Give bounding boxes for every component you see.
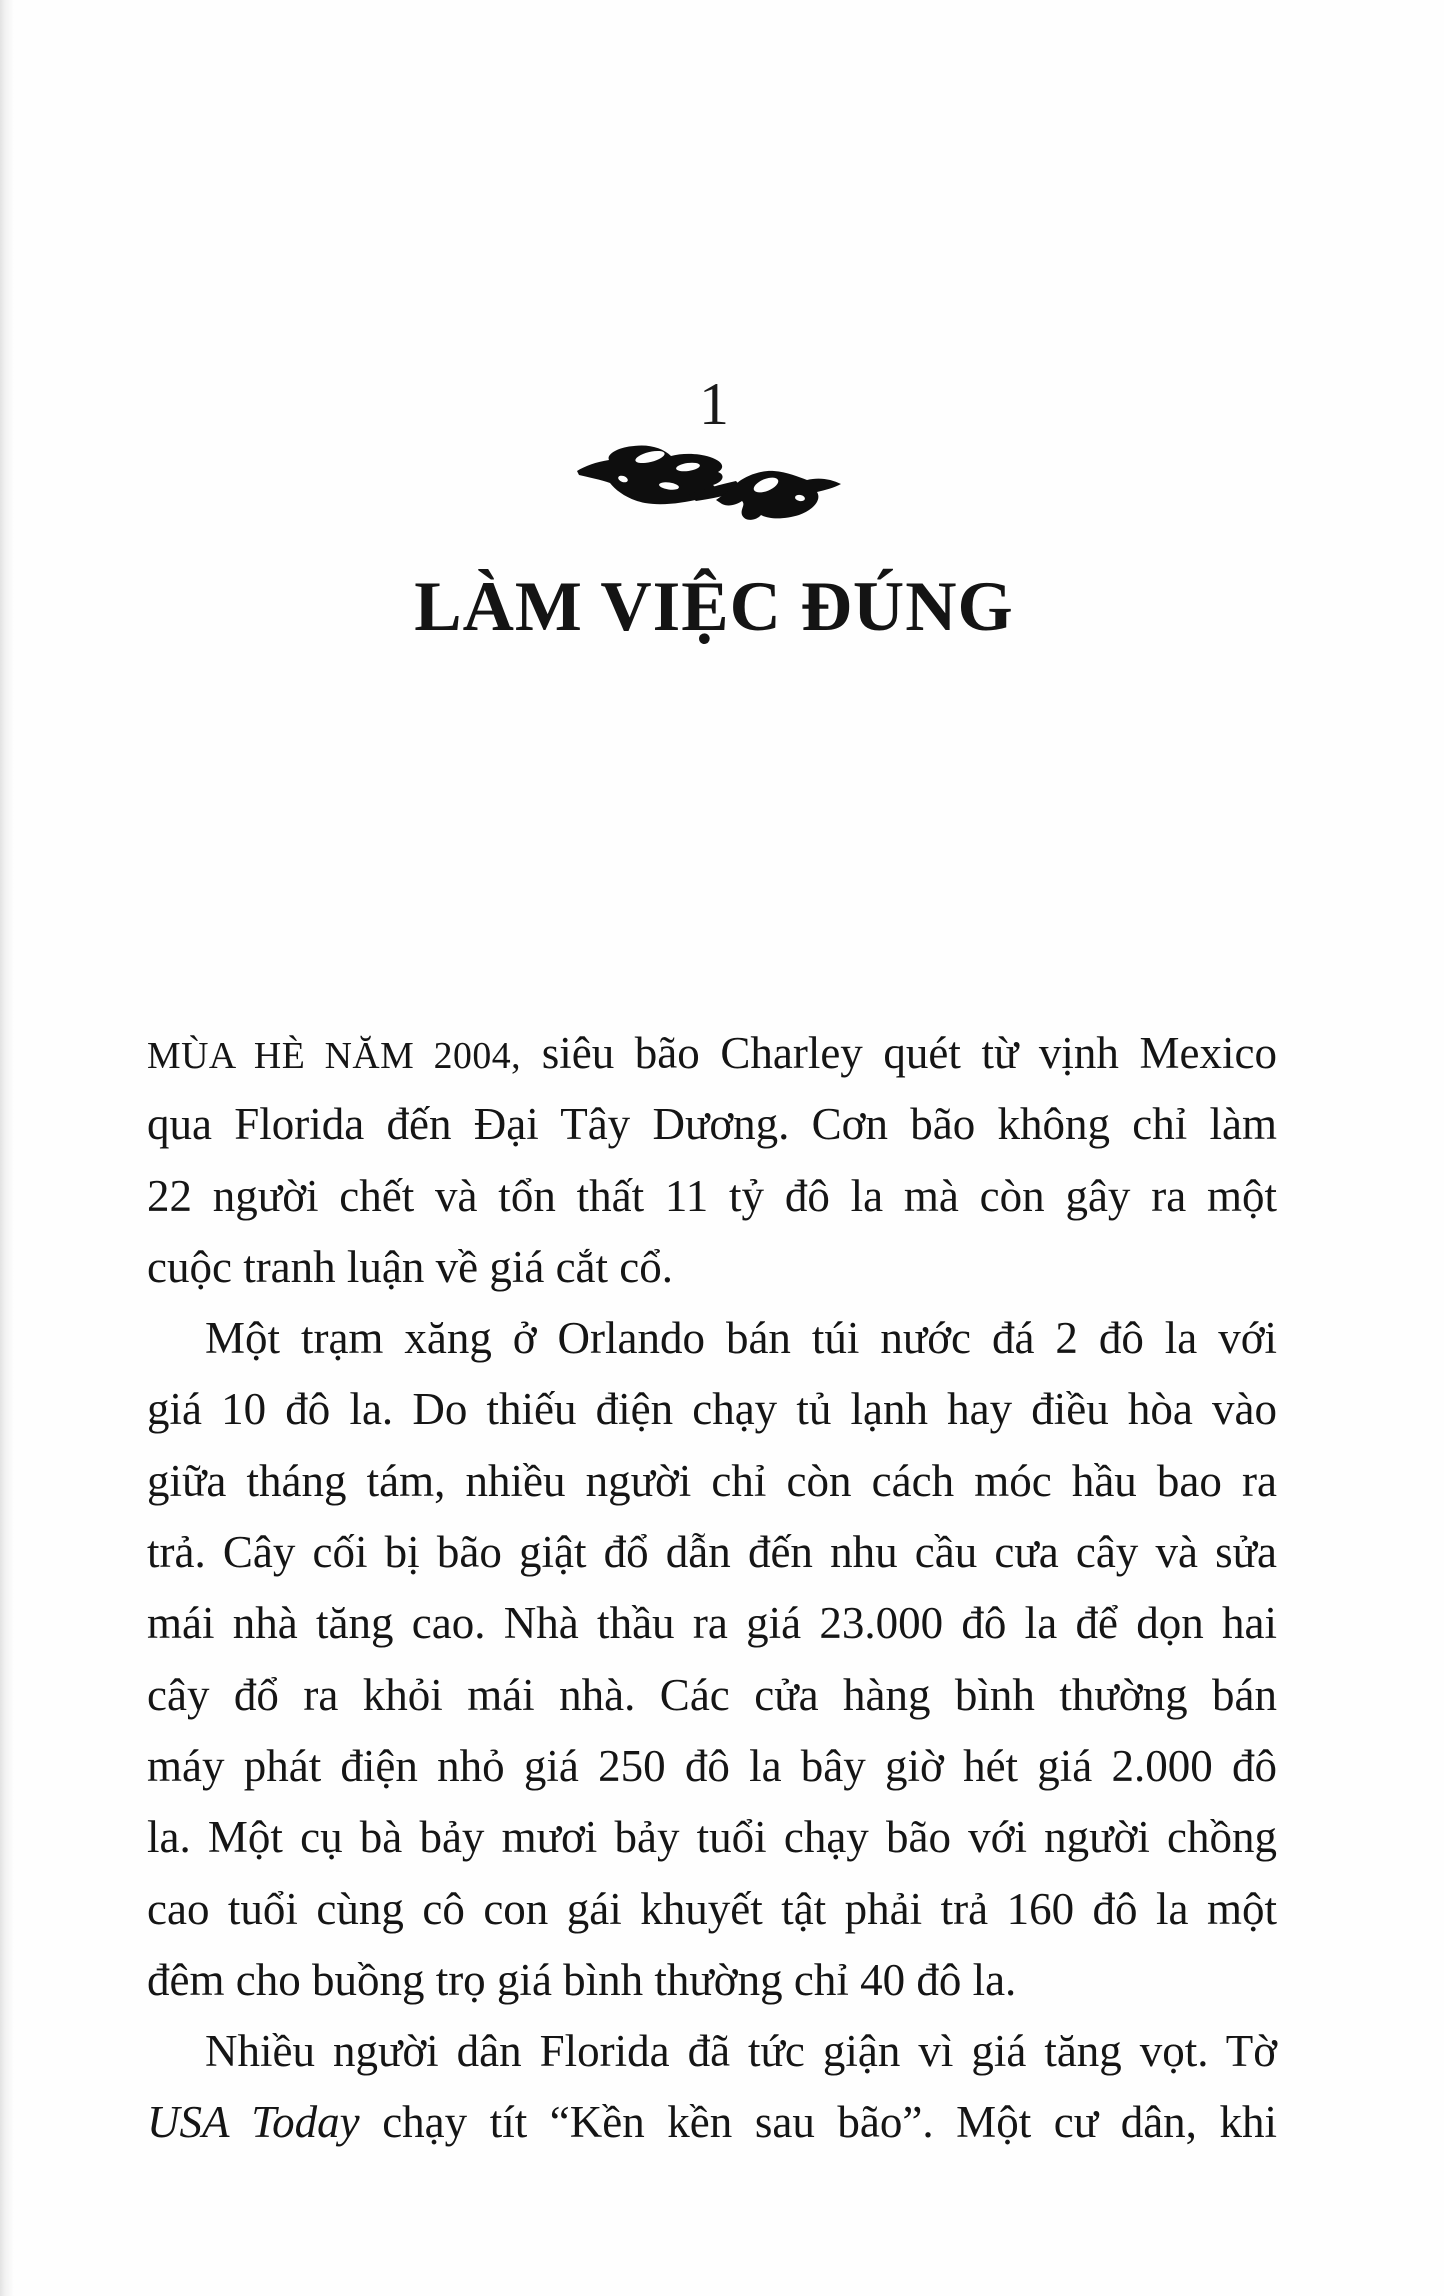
lead-in-caps: MÙA HÈ NĂM 2004, (147, 1035, 522, 1077)
body-text: siêu bão Charley quét từ vịnh Mexico (521, 1028, 1277, 1078)
text-line (147, 1802, 1277, 1873)
body-text: cây đổ ra khỏi mái nhà. Các cửa hàng bình thường bán (147, 1669, 1277, 1720)
text-line (147, 1874, 1277, 1945)
text-block (147, 1018, 1277, 2159)
body-text: mái nhà tăng cao. Nhà thầu ra giá 23.000 đô la để dọn hai (147, 1598, 1277, 1649)
ink-ornament-icon (576, 443, 842, 525)
scanned-page-edge (0, 0, 14, 2296)
text-line (147, 1018, 1277, 1089)
chapter-title: LÀM VIỆC ĐÚNG (414, 568, 1014, 646)
italic-text: USA Today (147, 2097, 360, 2148)
text-line (147, 1089, 1277, 1160)
text-line (147, 1517, 1277, 1588)
body-text: qua Florida đến Đại Tây Dương. Cơn bão không chỉ làm (147, 1099, 1277, 1150)
text-line (147, 1232, 1277, 1303)
text-line (147, 1374, 1277, 1445)
body-text: giữa tháng tám, nhiều người chỉ còn cách móc hầu bao ra (147, 1455, 1277, 1506)
text-line (147, 1161, 1277, 1232)
text-line (147, 2016, 1277, 2087)
text-line (147, 1446, 1277, 1517)
text-line (147, 1945, 1277, 2016)
body-text: chạy tít “Kền kền sau bão”. Một cư dân, khi (359, 2097, 1278, 2148)
text-line (147, 1588, 1277, 1659)
text-line (147, 1731, 1277, 1802)
body-text: giá 10 đô la. Do thiếu điện chạy tủ lạnh hay điều hòa vào (147, 1384, 1277, 1435)
chapter-number: 1 (699, 371, 729, 437)
body-text: Một trạm xăng ở Orlando bán túi nước đá 2 đô la với (205, 1313, 1277, 1364)
body-text: đêm cho buồng trọ giá bình thường chỉ 40 đô la. (147, 1954, 1017, 2005)
body-text: la. Một cụ bà bảy mươi bảy tuổi chạy bão với người chồng (147, 1812, 1277, 1863)
body-text: cuộc tranh luận về giá cắt cổ. (147, 1241, 674, 1292)
body-text: Nhiều người dân Florida đã tức giận vì giá tăng vọt. Tờ (205, 2026, 1277, 2077)
body-text: cao tuổi cùng cô con gái khuyết tật phải trả 160 đô la một (147, 1883, 1277, 1934)
body-text: máy phát điện nhỏ giá 250 đô la bây giờ hét giá 2.000 đô (147, 1740, 1277, 1791)
body-text: trả. Cây cối bị bão giật đổ dẫn đến nhu cầu cưa cây và sửa (147, 1527, 1277, 1578)
text-line (147, 2087, 1277, 2158)
text-line (147, 1660, 1277, 1731)
body-text: 22 người chết và tổn thất 11 tỷ đô la mà còn gây ra một (147, 1170, 1277, 1221)
text-line (147, 1303, 1277, 1374)
